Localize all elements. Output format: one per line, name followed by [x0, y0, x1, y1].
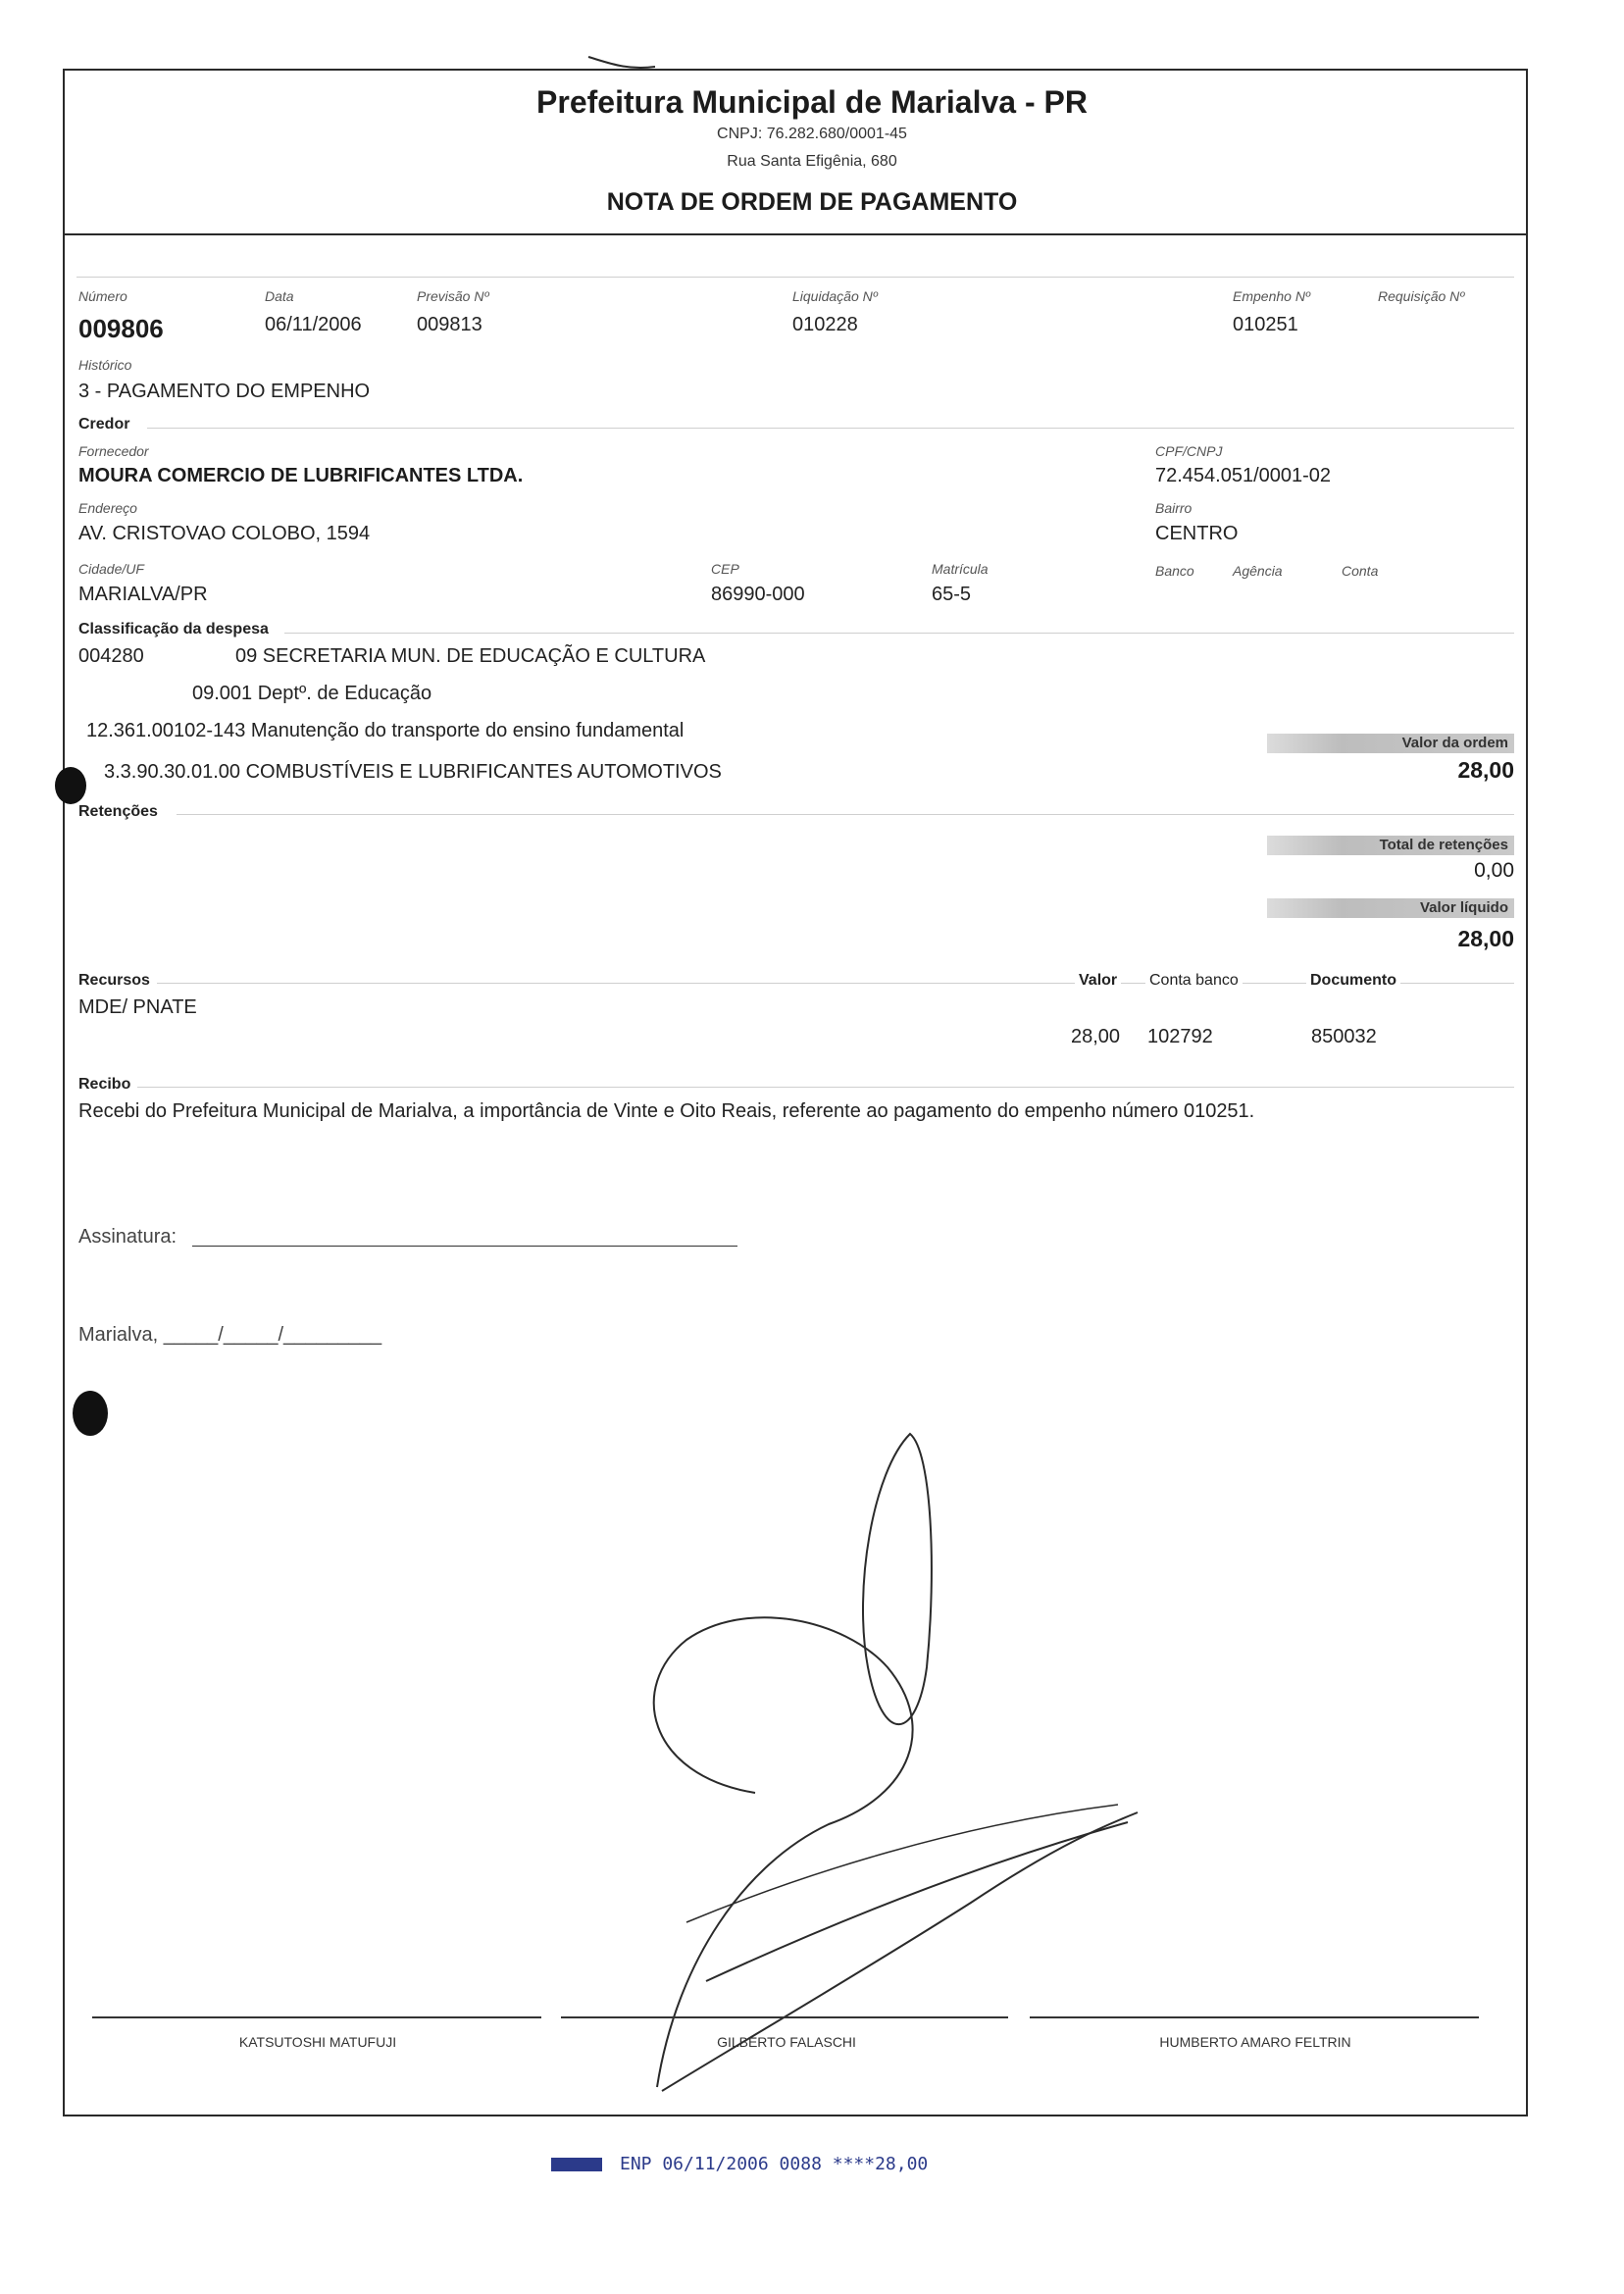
conta-label: Conta	[1342, 563, 1379, 579]
cpf-label: CPF/CNPJ	[1155, 443, 1223, 459]
recursos-documento-label: Documento	[1306, 972, 1400, 990]
historico-label: Histórico	[78, 357, 132, 373]
data-value: 06/11/2006	[265, 314, 362, 335]
elemento-text: 3.3.90.30.01.00 COMBUSTÍVEIS E LUBRIFICANTES AUTOMOTIVOS	[104, 761, 722, 783]
stamp-text: ENP 06/11/2006 0088 ****28,00	[620, 2154, 929, 2174]
liquidacao-label: Liquidação Nº	[792, 288, 878, 304]
previsao-value: 009813	[417, 314, 482, 335]
valor-ordem-value: 28,00	[1457, 757, 1514, 783]
signature-name-1: KATSUTOSHI MATUFUJI	[238, 2034, 397, 2050]
punch-hole-mark	[55, 767, 86, 804]
header-divider	[63, 233, 1528, 235]
valor-liquido-value: 28,00	[1457, 926, 1514, 951]
banco-label: Banco	[1155, 563, 1194, 579]
bank-logo-icon	[551, 2158, 602, 2171]
punch-hole-mark	[73, 1391, 108, 1436]
recursos-valor-label: Valor	[1075, 972, 1121, 990]
fields-divider	[76, 277, 1514, 278]
cep-label: CEP	[711, 561, 739, 577]
recibo-divider	[137, 1087, 1514, 1088]
recursos-section: Recursos	[78, 972, 150, 989]
credor-section: Credor	[78, 416, 130, 433]
valor-ordem-bar	[1267, 734, 1514, 753]
cep-value: 86990-000	[711, 584, 805, 605]
cidade-value: MARIALVA/PR	[78, 584, 208, 605]
fornecedor-value: MOURA COMERCIO DE LUBRIFICANTES LTDA.	[78, 465, 524, 486]
bairro-label: Bairro	[1155, 500, 1193, 516]
empenho-value: 010251	[1233, 314, 1298, 335]
address-text: Rua Santa Efigênia, 680	[727, 153, 897, 170]
document-frame	[63, 69, 1528, 2116]
retencoes-divider	[177, 814, 1514, 815]
recursos-conta-label: Conta banco	[1145, 972, 1243, 990]
numero-value: 009806	[78, 314, 164, 343]
agencia-label: Agência	[1233, 563, 1283, 579]
previsao-label: Previsão Nº	[417, 288, 489, 304]
numero-label: Número	[78, 288, 127, 304]
requisicao-label: Requisição Nº	[1378, 288, 1465, 304]
signature-line-2	[561, 2016, 1008, 2018]
total-retencoes-value: 0,00	[1474, 859, 1514, 882]
page-title: Prefeitura Municipal de Marialva - PR	[536, 84, 1088, 120]
valor-liquido-label: Valor líquido	[1419, 899, 1508, 916]
recursos-valor: 28,00	[1071, 1026, 1121, 1047]
endereco-label: Endereço	[78, 500, 137, 516]
classificacao-divider	[284, 633, 1514, 634]
secretaria-text: 09 SECRETARIA MUN. DE EDUCAÇÃO E CULTURA	[235, 645, 706, 667]
recibo-section: Recibo	[78, 1076, 131, 1093]
local-date: Marialva, _____/_____/_________	[78, 1324, 382, 1346]
signature-name-2: GILBERTO FALASCHI	[717, 2034, 856, 2050]
document-title: NOTA DE ORDEM DE PAGAMENTO	[606, 188, 1018, 216]
valor-ordem-label: Valor da ordem	[1401, 735, 1508, 751]
recursos-conta: 102792	[1147, 1026, 1213, 1047]
empenho-label: Empenho Nº	[1233, 288, 1311, 304]
classificacao-code: 004280	[78, 645, 144, 667]
bairro-value: CENTRO	[1155, 523, 1239, 544]
classificacao-section: Classificação da despesa	[78, 621, 269, 637]
data-label: Data	[265, 288, 294, 304]
matricula-label: Matrícula	[932, 561, 989, 577]
valor-liquido-bar	[1267, 898, 1514, 918]
total-retencoes-bar	[1267, 836, 1514, 855]
assinatura-line	[192, 1246, 737, 1247]
programa-text: 12.361.00102-143 Manutenção do transporte do ensino fundamental	[86, 720, 685, 741]
endereco-value: AV. CRISTOVAO COLOBO, 1594	[78, 523, 371, 544]
signature-name-3: HUMBERTO AMARO FELTRIN	[1159, 2034, 1351, 2050]
matricula-value: 65-5	[932, 584, 972, 605]
fornecedor-label: Fornecedor	[78, 443, 149, 459]
bank-stamp	[551, 2154, 928, 2174]
assinatura-label: Assinatura:	[78, 1226, 178, 1248]
credor-divider	[147, 428, 1514, 429]
signature-line-1	[92, 2016, 541, 2018]
depto-text: 09.001 Deptº. de Educação	[192, 683, 432, 704]
recursos-documento: 850032	[1311, 1026, 1377, 1047]
recibo-text: Recebi do Prefeitura Municipal de Marialva, a importância de Vinte e Oito Reais, referente ao pagamento do empenho número 010251.	[78, 1100, 1255, 1122]
liquidacao-value: 010228	[792, 314, 858, 335]
cidade-label: Cidade/UF	[78, 561, 144, 577]
cpf-value: 72.454.051/0001-02	[1155, 465, 1332, 486]
total-retencoes-label: Total de retenções	[1379, 837, 1508, 853]
cnpj-text: CNPJ: 76.282.680/0001-45	[717, 126, 907, 142]
historico-value: 3 - PAGAMENTO DO EMPENHO	[78, 381, 371, 402]
recursos-fonte: MDE/ PNATE	[78, 996, 197, 1018]
signature-line-3	[1030, 2016, 1479, 2018]
retencoes-section: Retenções	[78, 803, 158, 820]
